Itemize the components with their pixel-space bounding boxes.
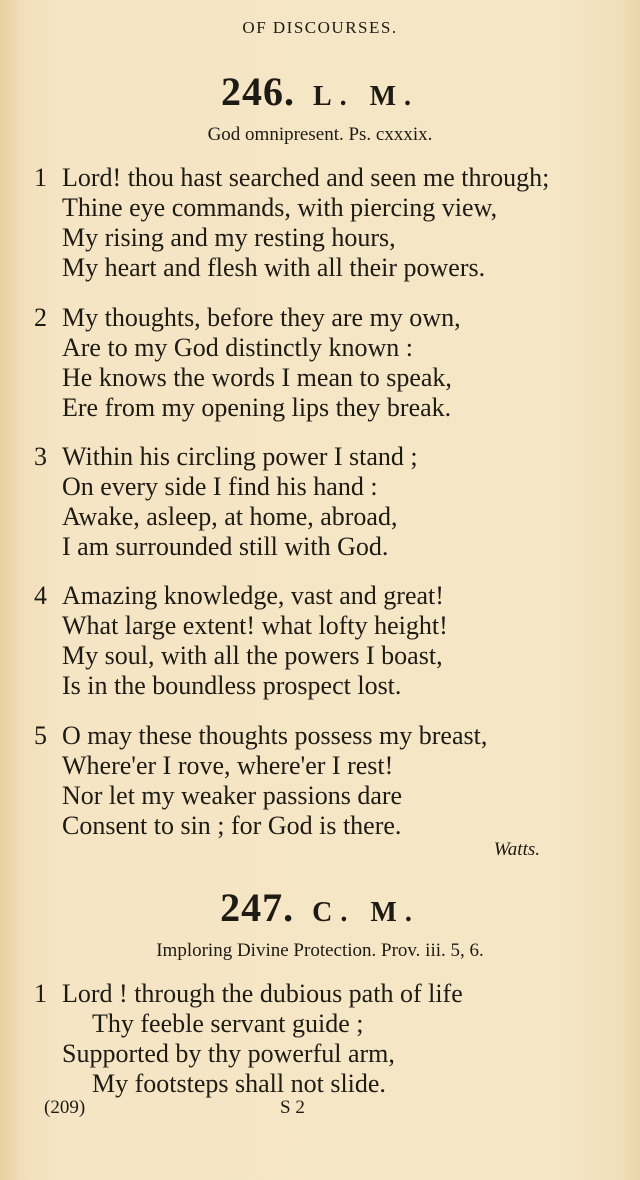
page-number: (209) — [44, 1097, 86, 1118]
page-footer — [44, 1097, 344, 1119]
stanza-number: 3 — [34, 442, 47, 471]
verse-line: My footsteps shall not slide. — [92, 1069, 386, 1098]
verse-line: I am surrounded still with God. — [62, 532, 389, 561]
verse-line: O may these thoughts possess my breast, — [62, 721, 488, 750]
signature-mark: S 2 — [280, 1097, 305, 1118]
hymn-heading-246 — [0, 68, 640, 115]
hymn-number: 247. — [220, 885, 295, 930]
verse-line: Are to my God distinctly known : — [62, 333, 413, 362]
verse-line: Where'er I rove, where'er I rest! — [62, 751, 394, 780]
hymn-meter: C. M. — [312, 897, 420, 928]
hymn-meter: L. M. — [312, 81, 420, 112]
verse-line: Thy feeble servant guide ; — [92, 1009, 364, 1038]
verse-line: My rising and my resting hours, — [62, 223, 396, 252]
verse-line: Lord ! through the dubious path of life — [62, 979, 463, 1008]
verse-line: Within his circling power I stand ; — [62, 442, 418, 471]
stanza-1-hymn-247 — [34, 979, 634, 1099]
verse-line: Supported by thy powerful arm, — [62, 1039, 395, 1068]
running-header: OF DISCOURSES. — [242, 18, 398, 37]
verse-line: What large extent! what lofty height! — [62, 611, 448, 640]
verse-line: Is in the boundless prospect lost. — [62, 671, 402, 700]
verse-line: Consent to sin ; for God is there. — [62, 811, 402, 840]
verse-line: Thine eye commands, with piercing view, — [62, 193, 498, 222]
verse-line: He knows the words I mean to speak, — [62, 363, 452, 392]
verse-line: On every side I find his hand : — [62, 472, 378, 501]
stanza-2 — [34, 303, 634, 423]
verse-line: Nor let my weaker passions dare — [62, 781, 403, 810]
stanza-number: 5 — [34, 721, 47, 750]
author-attribution: Watts. — [493, 839, 540, 860]
verse-line: Awake, asleep, at home, abroad, — [62, 502, 398, 531]
verse-line: My thoughts, before they are my own, — [62, 303, 461, 332]
hymn-subtitle: Imploring Divine Protection. Prov. iii. 5, 6. — [156, 940, 484, 961]
stanza-4 — [34, 581, 634, 701]
hymn-number: 246. — [220, 69, 295, 114]
stanza-5 — [34, 721, 634, 841]
stanza-number: 4 — [34, 581, 47, 610]
verse-line: Ere from my opening lips they break. — [62, 393, 452, 422]
hymn-subtitle: God omnipresent. Ps. cxxxix. — [207, 124, 433, 145]
verse-line: Lord! thou hast searched and seen me through; — [62, 163, 550, 192]
hymn-heading-247 — [0, 884, 640, 931]
stanza-number: 2 — [34, 303, 47, 332]
stanza-number: 1 — [34, 163, 47, 192]
verse-line: My soul, with all the powers I boast, — [62, 641, 443, 670]
verse-line: Amazing knowledge, vast and great! — [62, 581, 444, 610]
verse-line: My heart and flesh with all their powers. — [62, 253, 486, 282]
stanza-3 — [34, 442, 634, 562]
stanza-number: 1 — [34, 979, 47, 1008]
stanza-1 — [34, 163, 634, 283]
